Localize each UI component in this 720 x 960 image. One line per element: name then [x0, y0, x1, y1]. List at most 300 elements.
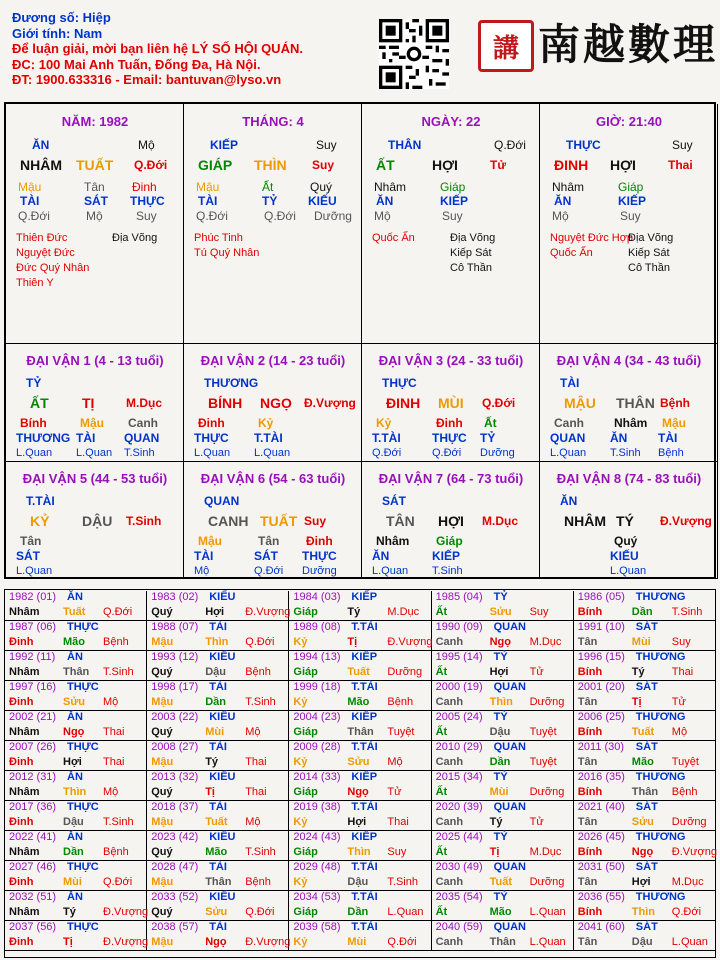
year-god: TỶ: [493, 771, 508, 783]
dai-van-god: THƯƠNG: [204, 376, 259, 390]
owner-gender: Giới tính: Nam: [12, 25, 103, 41]
year-branch: Dần: [489, 756, 511, 768]
hidden-god: KIẾP: [440, 194, 469, 208]
dai-van-hidden-god: ĂN: [610, 431, 628, 445]
year-cell: [432, 621, 574, 651]
hidden-life: Dưỡng: [314, 209, 352, 223]
year-life: Thai: [103, 756, 125, 768]
year-cell: [574, 891, 716, 921]
dai-van-title: ĐẠI VẬN 3 (24 - 33 tuổi): [378, 353, 524, 368]
dai-van-hidden-stem: Mậu: [80, 416, 104, 430]
hidden-life: Suy: [136, 209, 157, 223]
year-god: T.TÀI: [351, 681, 378, 693]
star-left: Thiên Y: [16, 277, 54, 289]
year-branch: Ngọ: [205, 936, 227, 948]
year-stem: Canh: [435, 816, 464, 828]
pillar-title: GIỜ: 21:40: [595, 114, 662, 129]
hidden-stem: Nhâm: [552, 180, 585, 194]
star-left: Quốc Ấn: [550, 247, 593, 259]
year-cell: [147, 801, 289, 831]
year-life: T.Sinh: [245, 846, 276, 858]
dai-van-cell: [184, 344, 362, 462]
year-life: Q.Đới: [245, 636, 275, 648]
year-life: Bệnh: [103, 636, 129, 648]
year-god: ĂN: [67, 831, 83, 843]
dai-van-hidden-stem: Bính: [20, 416, 47, 430]
year-life: Tuyệt: [387, 726, 415, 738]
hidden-god: ĂN: [554, 194, 572, 208]
year-god: SÁT: [635, 861, 658, 873]
hidden-stem: Giáp: [440, 180, 466, 194]
dai-van-branch: HỢI: [438, 513, 464, 529]
year-stem: Ất: [435, 606, 448, 618]
pillar-stem: ẤT: [376, 157, 395, 173]
year-branch: Tị: [63, 936, 73, 948]
seal-stamp: 講: [478, 20, 534, 72]
dai-van-hidden-life: L.Quan: [610, 565, 647, 577]
dai-van-hidden-god: SÁT: [254, 549, 278, 563]
dai-van-hidden-life: L.Quan: [254, 447, 291, 459]
year-god: KIẾP: [351, 591, 378, 603]
year-stem: Đinh: [9, 876, 34, 888]
dai-van-hidden-life: Dưỡng: [480, 447, 515, 459]
year-life: Đ.Vượng: [103, 906, 149, 918]
dai-van-hidden-god: TÀI: [194, 549, 214, 563]
year-label: 2001 (20): [577, 681, 625, 693]
year-label: 2026 (45): [577, 831, 625, 843]
hidden-stem: Giáp: [618, 180, 644, 194]
year-label: 1992 (11): [9, 651, 56, 663]
year-cell: [574, 681, 716, 711]
year-stem: Nhâm: [9, 726, 40, 738]
year-cell: [5, 801, 147, 831]
dai-van-life: Q.Đới: [482, 396, 516, 410]
star-right: Kiếp Sát: [628, 247, 670, 259]
year-god: THỰC: [67, 621, 99, 633]
year-god: ĂN: [67, 891, 83, 903]
year-cell: [574, 711, 716, 741]
year-cell: [147, 711, 289, 741]
year-life: Tử: [671, 696, 686, 708]
dai-van-hidden-god: KIẾU: [610, 549, 639, 563]
year-stem: Đinh: [9, 636, 34, 648]
year-stem: Giáp: [293, 606, 318, 618]
year-stem: Mậu: [151, 816, 174, 828]
year-branch: Tý: [63, 906, 76, 918]
contact-address: ĐC: 100 Mai Anh Tuấn, Đống Đa, Hà Nội.: [12, 56, 261, 72]
year-label: 2003 (22): [151, 711, 199, 723]
star-left: Thiên Đức: [16, 232, 68, 244]
pillar-cell: [6, 104, 184, 344]
year-stem: Giáp: [293, 786, 318, 798]
year-stem: Đinh: [9, 936, 34, 948]
year-label: 2032 (51): [9, 891, 57, 903]
year-life: Đ.Vượng: [387, 636, 433, 648]
dai-van-god: QUAN: [204, 494, 240, 508]
dai-van-hidden-stem: Ất: [484, 416, 497, 430]
dai-van-god: T.TÀI: [26, 494, 55, 508]
year-life: Bệnh: [103, 846, 129, 858]
year-stem: Bính: [577, 606, 603, 618]
year-life: T.Sinh: [671, 606, 703, 618]
year-cell: [432, 771, 574, 801]
dai-van-cell: [540, 462, 718, 579]
hidden-god: KIẾU: [308, 194, 337, 208]
year-label: 2005 (24): [435, 711, 483, 723]
year-branch: Mùi: [63, 876, 82, 888]
dai-van-hidden-god: TỶ: [480, 431, 496, 445]
year-label: 2037 (56): [9, 921, 57, 933]
year-god: THỰC: [67, 681, 99, 693]
year-stem: Kỷ: [293, 756, 308, 768]
star-right: Địa Võng: [450, 232, 496, 244]
dai-van-branch: TÝ: [616, 513, 634, 529]
year-cell: [432, 891, 574, 921]
year-cell: [147, 891, 289, 921]
dai-van-hidden-stem: Canh: [128, 416, 158, 430]
hidden-stem: Tân: [84, 180, 105, 194]
year-life: Bệnh: [671, 786, 698, 798]
dai-van-stem: CANH: [208, 513, 249, 529]
year-life: M.Dục: [671, 876, 704, 888]
year-branch: Thân: [347, 726, 374, 738]
year-label: 2009 (28): [293, 741, 341, 753]
year-god: KIẾU: [209, 591, 236, 603]
year-stem: Tân: [577, 636, 598, 648]
year-branch: Mão: [489, 906, 512, 918]
year-label: 1988 (07): [151, 621, 199, 633]
year-branch: Hợi: [347, 816, 367, 828]
year-life: Mộ: [245, 726, 261, 738]
year-branch: Sửu: [63, 696, 86, 708]
year-branch: Ngọ: [347, 786, 369, 798]
pillar-life: Thai: [668, 158, 693, 172]
year-branch: Dậu: [205, 666, 226, 678]
year-god: THỰC: [67, 921, 99, 933]
year-stem: Bính: [577, 786, 603, 798]
year-stem: Mậu: [151, 756, 174, 768]
year-label: 2008 (27): [151, 741, 199, 753]
pillar-god-life: Suy: [672, 138, 693, 152]
year-label: 1987 (06): [9, 621, 57, 633]
pillar-god: THÂN: [388, 138, 422, 152]
year-cell: [5, 771, 147, 801]
year-stem: Nhâm: [9, 786, 40, 798]
year-label: 2038 (57): [151, 921, 199, 933]
dai-van-hidden-god: KIẾP: [432, 549, 461, 563]
year-branch: Tý: [631, 666, 645, 678]
year-branch: Dậu: [631, 936, 653, 948]
year-cell: [432, 591, 574, 621]
dai-van-stem: BÍNH: [208, 395, 243, 411]
year-life: M.Dục: [529, 636, 562, 648]
dai-van-hidden-god: THƯƠNG: [16, 431, 71, 445]
year-god: KIẾP: [351, 771, 378, 783]
pillar-god-life: Q.Đới: [494, 138, 526, 152]
dai-van-hidden-life: Bệnh: [658, 447, 684, 459]
dai-van-god: TỶ: [26, 376, 42, 390]
year-god: TÀI: [209, 681, 227, 693]
year-god: TÀI: [209, 861, 227, 873]
year-life: M.Dục: [529, 846, 562, 858]
year-branch: Tị: [631, 696, 642, 708]
pillar-god: THỰC: [566, 138, 601, 152]
year-life: T.Sinh: [103, 666, 134, 678]
dai-van-life: Bệnh: [660, 396, 690, 410]
year-branch: Tuất: [63, 606, 86, 618]
logo: 南越數理: [538, 20, 719, 69]
dai-van-hidden-stem: Quý: [614, 534, 638, 548]
dai-van-hidden-god: T.TÀI: [372, 431, 401, 445]
year-stem: Giáp: [293, 726, 318, 738]
year-god: QUAN: [493, 921, 526, 933]
star-left: Phúc Tinh: [194, 232, 243, 244]
year-cell: [147, 681, 289, 711]
hidden-god: TÀI: [20, 194, 40, 208]
dai-van-hidden-god: THỰC: [302, 549, 337, 563]
dai-van-stem: TÂN: [386, 513, 415, 529]
year-stem: Nhâm: [9, 846, 40, 858]
hidden-stem: Ất: [262, 180, 274, 194]
dai-van-cell: [6, 344, 184, 462]
year-branch: Dậu: [489, 726, 511, 738]
year-label: 2035 (54): [435, 891, 483, 903]
year-stem: Giáp: [293, 846, 318, 858]
year-branch: Tị: [205, 786, 215, 798]
year-label: 1990 (09): [435, 621, 483, 633]
year-god: SÁT: [635, 741, 658, 753]
year-life: Đ.Vượng: [245, 936, 291, 948]
year-god: QUAN: [493, 801, 526, 813]
year-branch: Sửu: [205, 906, 228, 918]
year-branch: Mão: [631, 756, 654, 768]
year-god: THƯƠNG: [635, 891, 686, 903]
year-life: Dưỡng: [529, 786, 565, 798]
dai-van-hidden-life: L.Quan: [16, 447, 53, 459]
year-cell: [147, 591, 289, 621]
year-branch: Dần: [63, 846, 84, 858]
dai-van-hidden-life: Mộ: [194, 565, 210, 577]
year-stem: Ất: [435, 786, 448, 798]
dai-van-cell: [362, 344, 540, 462]
year-label: 2028 (47): [151, 861, 199, 873]
star-right: Cô Thần: [450, 262, 492, 274]
pillar-god-life: Suy: [316, 138, 337, 152]
year-life: Mộ: [671, 726, 688, 738]
year-god: TÀI: [209, 621, 227, 633]
year-life: Bệnh: [245, 876, 271, 888]
year-cell: [289, 681, 431, 711]
year-branch: Hợi: [205, 606, 225, 618]
year-cell: [574, 771, 716, 801]
year-life: Tuyệt: [671, 756, 699, 768]
dai-van-god: ĂN: [560, 494, 578, 508]
hidden-stem: Đinh: [132, 180, 157, 194]
dai-van-hidden-stem: Kỷ: [258, 416, 274, 430]
dai-van-hidden-stem: Tân: [258, 534, 280, 548]
year-stem: Canh: [435, 876, 464, 888]
dai-van-stem: ẤT: [30, 395, 49, 411]
dai-van-hidden-stem: Đinh: [198, 416, 225, 430]
year-cell: [147, 621, 289, 651]
year-label: 2020 (39): [435, 801, 483, 813]
star-left: Tú Quý Nhân: [194, 247, 260, 259]
pillar-title: NGÀY: 22: [421, 114, 481, 129]
year-life: Thai: [245, 756, 267, 768]
year-stem: Tân: [577, 876, 598, 888]
dai-van-hidden-life: T.Sinh: [432, 565, 463, 577]
year-label: 2030 (49): [435, 861, 483, 873]
dai-van-branch: NGỌ: [260, 395, 292, 411]
year-label: 1997 (16): [9, 681, 57, 693]
year-label: 2017 (36): [9, 801, 57, 813]
year-god: THỰC: [67, 801, 99, 813]
year-cell: [5, 831, 147, 861]
pillar-stem: GIÁP: [198, 157, 233, 173]
year-god: KIẾP: [351, 831, 378, 843]
year-life: Tử: [529, 666, 544, 678]
year-cell: [432, 801, 574, 831]
year-cell: [5, 591, 147, 621]
year-stem: Quý: [151, 846, 173, 858]
year-life: Q.Đới: [671, 906, 702, 918]
year-branch: Thìn: [205, 636, 229, 648]
dai-van-life: Suy: [304, 514, 327, 528]
year-god: ĂN: [67, 651, 83, 663]
year-cell: [289, 621, 431, 651]
year-stem: Ất: [435, 666, 448, 678]
hidden-life: Mộ: [86, 209, 103, 223]
year-cell: [574, 801, 716, 831]
year-life: T.Sinh: [387, 876, 418, 888]
year-stem: Tân: [577, 936, 598, 948]
year-branch: Dần: [347, 906, 369, 918]
year-label: 1993 (12): [151, 651, 199, 663]
dai-van-stem: KỶ: [30, 513, 50, 529]
year-branch: Hợi: [489, 666, 509, 678]
year-branch: Mùi: [205, 726, 225, 738]
year-cell: [289, 771, 431, 801]
year-god: QUAN: [493, 621, 526, 633]
year-cell: [5, 651, 147, 681]
year-stem: Giáp: [293, 666, 318, 678]
star-right: Địa Võng: [628, 232, 674, 244]
year-life: Mộ: [245, 816, 261, 828]
year-life: Suy: [387, 846, 407, 858]
year-life: Đ.Vượng: [103, 936, 149, 948]
year-cell: [5, 681, 147, 711]
year-label: 2015 (34): [435, 771, 483, 783]
dai-van-cell: [540, 344, 718, 462]
year-god: KIẾP: [351, 711, 378, 723]
pillar-cell: [184, 104, 362, 344]
qr-code-icon[interactable]: [379, 19, 449, 89]
year-label: 2036 (55): [577, 891, 625, 903]
year-cell: [5, 621, 147, 651]
star-right: Cô Thần: [628, 262, 670, 274]
year-god: T.TÀI: [351, 891, 378, 903]
year-branch: Sửu: [631, 816, 654, 828]
year-branch: Thân: [63, 666, 90, 678]
year-cell: [289, 831, 431, 861]
year-stem: Đinh: [9, 696, 34, 708]
year-life: Bệnh: [245, 666, 271, 678]
year-branch: Tuất: [489, 876, 512, 888]
year-branch: Tý: [489, 816, 503, 828]
dai-van-title: ĐẠI VẬN 4 (34 - 43 tuổi): [556, 353, 702, 368]
year-label: 1999 (18): [293, 681, 341, 693]
year-cell: [289, 891, 431, 921]
year-branch: Mùi: [489, 786, 509, 798]
year-cell: [574, 651, 716, 681]
year-god: T.TÀI: [351, 621, 378, 633]
year-branch: Sửu: [347, 756, 370, 768]
dai-van-god: TÀI: [560, 376, 580, 390]
year-god: KIẾU: [209, 891, 236, 903]
year-label: 2027 (46): [9, 861, 57, 873]
year-branch: Dậu: [347, 876, 369, 888]
pillar-cell: [540, 104, 718, 344]
year-cell: [432, 681, 574, 711]
year-god: KIẾU: [209, 771, 236, 783]
year-stem: Canh: [435, 936, 464, 948]
pillar-branch: HỢI: [610, 157, 636, 173]
dai-van-life: M.Dục: [482, 514, 518, 528]
year-stem: Nhâm: [9, 666, 40, 678]
year-life: Tử: [529, 816, 544, 828]
year-life: Bệnh: [387, 696, 414, 708]
year-life: Dưỡng: [529, 696, 565, 708]
year-label: 2034 (53): [293, 891, 341, 903]
year-stem: Tân: [577, 816, 598, 828]
dai-van-branch: DẬU: [82, 513, 113, 529]
year-life: Dưỡng: [387, 666, 423, 678]
year-stem: Mậu: [151, 636, 174, 648]
pillar-life: Suy: [312, 158, 335, 172]
pillar-life: Tử: [490, 158, 507, 172]
dai-van-hidden-life: Q.Đới: [432, 447, 462, 459]
year-label: 2018 (37): [151, 801, 199, 813]
year-branch: Tuất: [205, 816, 228, 828]
dai-van-hidden-god: TÀI: [76, 431, 96, 445]
year-god: TỶ: [493, 891, 508, 903]
dai-van-hidden-life: L.Quan: [16, 565, 53, 577]
year-cell: [574, 741, 716, 771]
dai-van-hidden-stem: Mậu: [662, 416, 686, 430]
year-label: 2021 (40): [577, 801, 625, 813]
hidden-god: TÀI: [198, 194, 218, 208]
year-god: QUAN: [493, 861, 526, 873]
year-god: SÁT: [635, 621, 658, 633]
year-cell: [574, 921, 716, 951]
year-label: 2000 (19): [435, 681, 483, 693]
year-branch: Tý: [347, 606, 361, 618]
year-cell: [289, 801, 431, 831]
year-branch: Tị: [489, 846, 500, 858]
year-god: KIẾU: [209, 651, 236, 663]
year-label: 2040 (59): [435, 921, 483, 933]
year-branch: Mão: [347, 696, 370, 708]
year-label: 2011 (30): [577, 741, 625, 753]
year-cell: [574, 591, 716, 621]
dai-van-branch: TỊ: [82, 395, 95, 411]
year-stem: Nhâm: [9, 906, 40, 918]
year-stem: Quý: [151, 606, 173, 618]
year-label: 2025 (44): [435, 831, 483, 843]
year-branch: Thân: [631, 786, 659, 798]
dai-van-hidden-god: T.TÀI: [254, 431, 283, 445]
year-cell: [5, 921, 147, 951]
